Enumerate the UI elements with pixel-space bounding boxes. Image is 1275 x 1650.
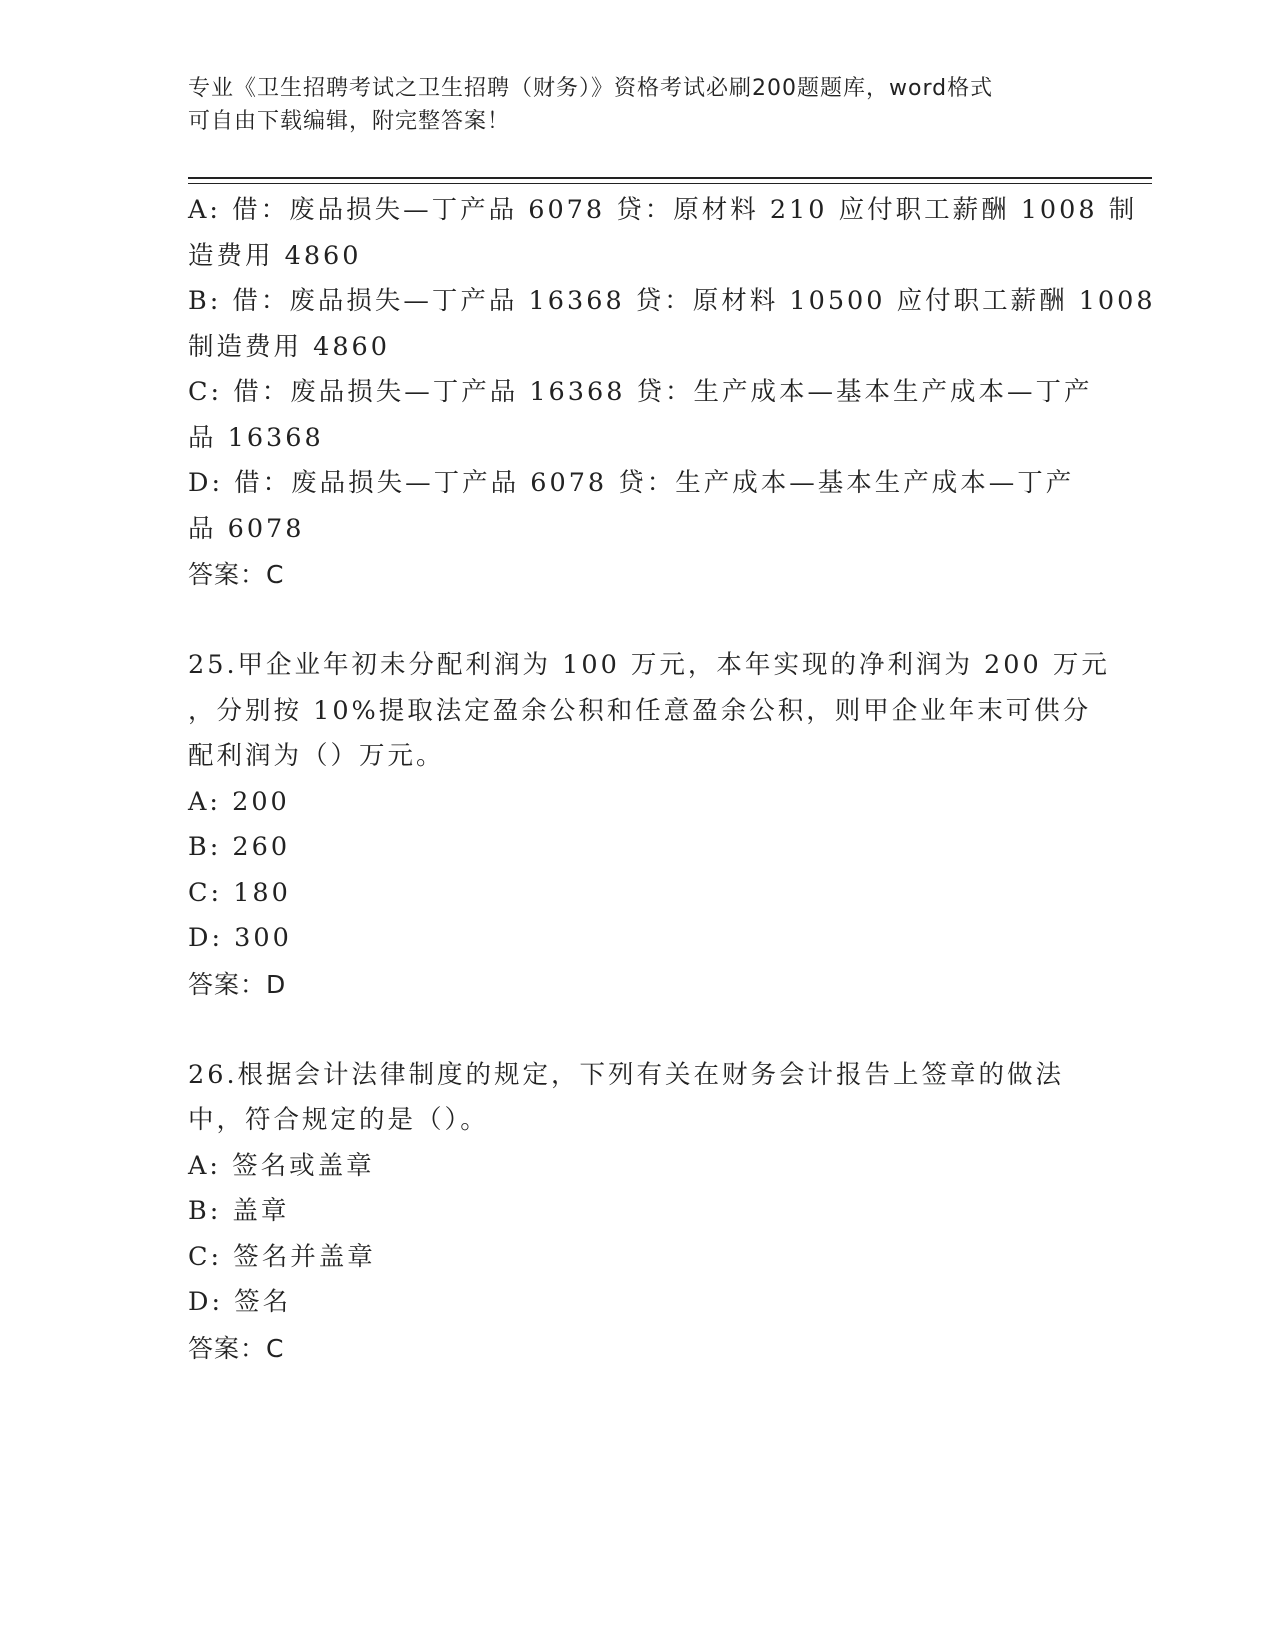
option-d-line-2: 品 6078 [188,513,305,544]
option-b-line-2: 制造费用 4860 [188,331,391,362]
header-line-1: 专业《卫生招聘考试之卫生招聘（财务）》资格考试必刷200题题库，word格式 [188,76,994,101]
option-d: D: 签名 [188,1287,292,1317]
answer-label: 答案：C [188,560,285,589]
option-c-line-1: C: 借：废品损失—丁产品 16368 贷：生产成本—基本生产成本—丁产 [188,377,1093,407]
header-line-2: 可自由下载编辑，附完整答案！ [188,109,511,134]
header-divider-thin [188,183,1152,184]
option-b: B: 盖章 [188,1196,290,1226]
option-d-line-1: D: 借：废品损失—丁产品 6078 贷：生产成本—基本生产成本—丁产 [188,468,1075,498]
option-a-line-2: 造费用 4860 [188,240,362,271]
option-a: A: 签名或盖章 [188,1150,375,1181]
option-b: B: 260 [188,832,291,862]
option-a-line-1: A: 借：废品损失—丁产品 6078 贷：原材料 210 应付职工薪酬 1008 制 [188,195,1138,225]
question-25-block [188,643,1110,1007]
question-stem-line-2: ，分别按 10%提取法定盈余公积和任意盈余公积，则甲企业年末可供分 [188,695,1092,726]
option-c-line-2: 品 16368 [188,422,324,453]
option-d: D: 300 [188,923,292,953]
answer-label: 答案：C [188,1333,285,1363]
question-stem-line-3: 配利润为（）万元。 [188,741,445,771]
option-c: C: 签名并盖章 [188,1241,376,1272]
question-content [188,188,1156,1371]
spacer [188,598,1088,644]
question-24-block [188,188,1156,598]
spacer [188,1007,1088,1053]
question-stem-line-1: 25.甲企业年初未分配利润为 100 万元，本年实现的净利润为 200 万元 [188,650,1110,680]
question-stem-line-1: 26.根据会计法律制度的规定，下列有关在财务会计报告上签章的做法 [188,1059,1065,1090]
question-26-block [188,1053,1088,1372]
option-c: C: 180 [188,877,291,908]
question-stem-line-2: 中，符合规定的是（）。 [188,1105,489,1135]
header-divider-thick [188,177,1152,179]
option-a: A: 200 [188,786,290,817]
document-header [188,72,1088,138]
option-b-line-1: B: 借：废品损失—丁产品 16368 贷：原材料 10500 应付职工薪酬 1008 [188,286,1156,316]
answer-label: 答案：D [188,969,287,999]
